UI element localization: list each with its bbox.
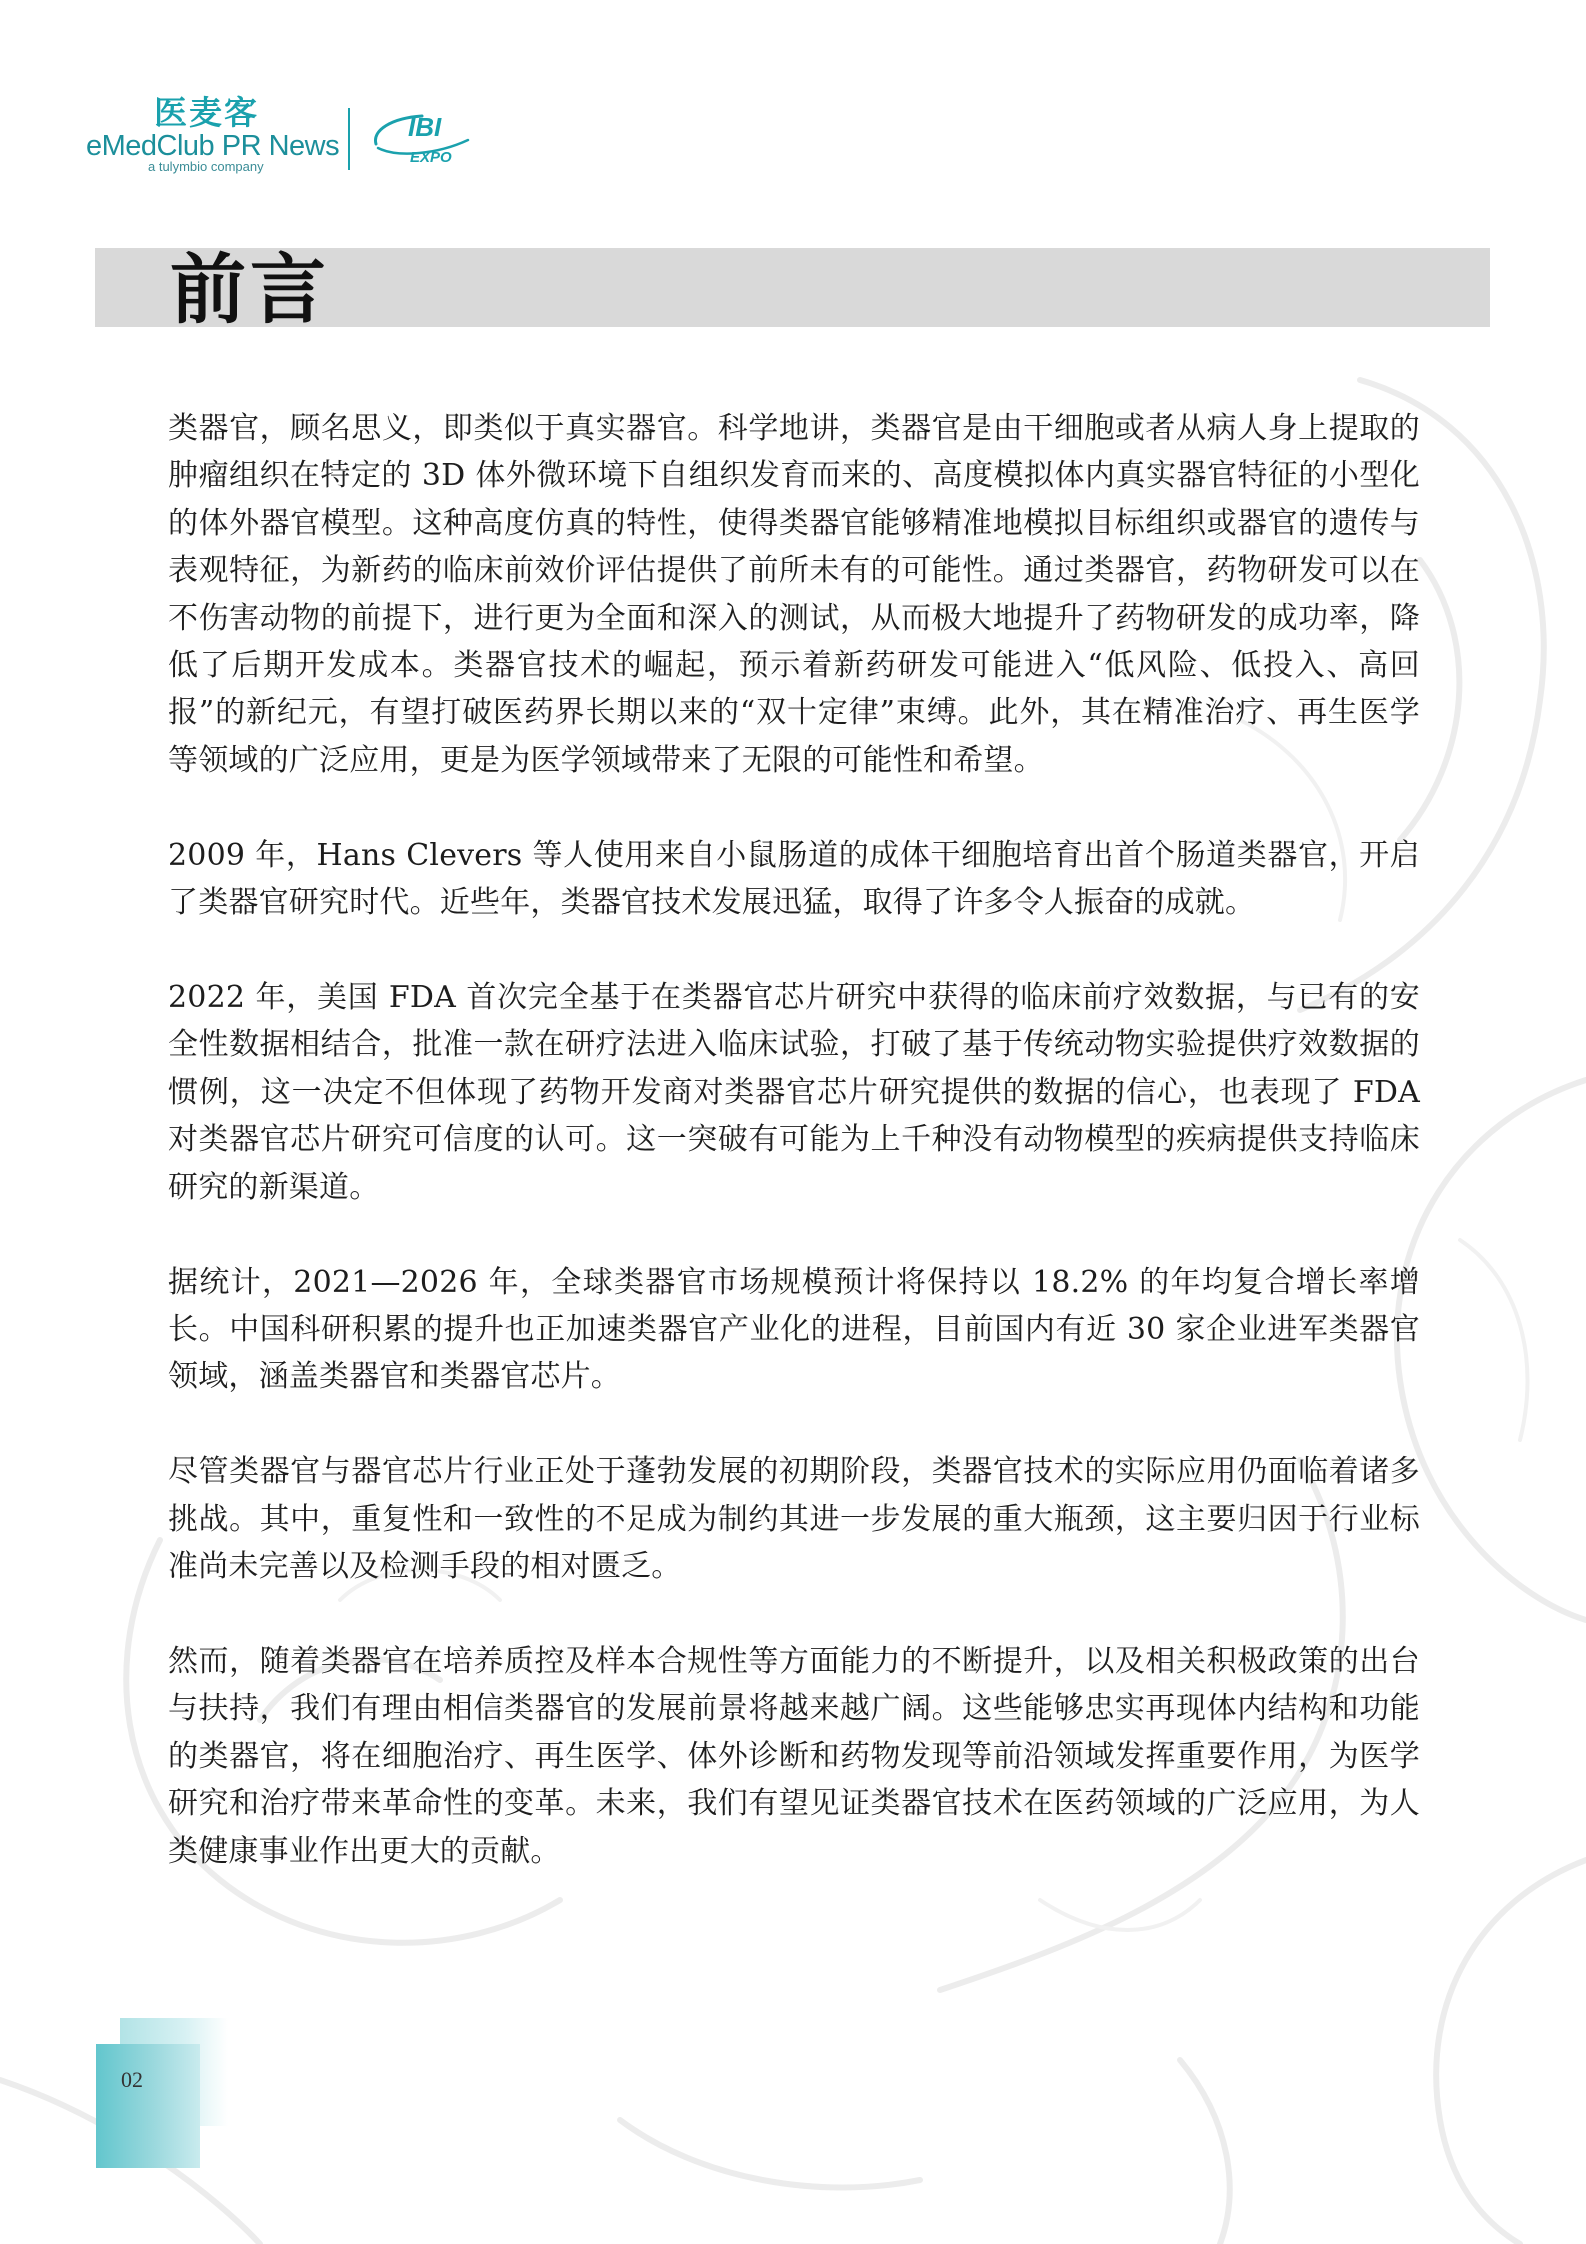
ibi-expo-logo [368, 100, 478, 170]
header [86, 93, 686, 176]
page-block-front-square [96, 2044, 200, 2168]
body-content [168, 405, 1420, 1875]
paragraph: 尽管类器官与器官芯片行业正处于蓬勃发展的初期阶段，类器官技术的实际应用仍面临着诸多挑战。其中，重复性和一致性的不足成为制约其进一步发展的重大瓶颈，这主要归因于行业标准尚未完善以及检测手段的相对匮乏。 [168, 1454, 1420, 1585]
paragraph: 类器官，顾名思义，即类似于真实器官。科学地讲，类器官是由干细胞或者从病人身上提取的肿瘤组织在特定的 3D 体外微环境下自组织发育而来的、高度模拟体内真实器官特征的小型化的体外器官模型。这种高度仿真的特性，使得类器官能够精准地模拟目标组织或器官的遗传与表观特征，为新药的临床前效价评估提供了前所未有的可能性。通过类器官，药物研发可以在不伤害动物的前提下，进行更为全面和深入的测试，从而极大地提升了药物研发的成功率，降低了后期开发成本。类器官技术的崛起，预示着新药研发可能进入“低风险、低投入、高回报”的新纪元，有望打破医药界长期以来的“双十定律”束缚。此外，其在精准治疗、再生医学等领域的广泛应用，更是为医学领域带来了无限的可能性和希望。 [168, 411, 1420, 778]
brand-name-en: eMedClub PR News [86, 130, 340, 162]
paragraph: 然而，随着类器官在培养质控及样本合规性等方面能力的不断提升，以及相关积极政策的出台与扶持，我们有理由相信类器官的发展前景将越来越广阔。这些能够忠实再现体内结构和功能的类器官，将在细胞治疗、再生医学、体外诊断和药物发现等前沿领域发挥重要作用，为医学研究和治疗带来革命性的变革。未来，我们有望见证类器官技术在医药领域的广泛应用，为人类健康事业作出更大的贡献。 [168, 1644, 1420, 1869]
page-title: 前言 [170, 245, 330, 334]
header-divider [348, 108, 350, 170]
expo-logo-text: EXPO [410, 149, 452, 166]
ibi-logo-text: IBI [408, 112, 442, 142]
brand-name-cn: 医麦客 [154, 93, 259, 132]
brand-subtitle: a tulymbio company [148, 159, 264, 174]
paragraph: 2022 年，美国 FDA 首次完全基于在类器官芯片研究中获得的临床前疗效数据，与已有的安全性数据相结合，批准一款在研疗法进入临床试验，打破了基于传统动物实验提供疗效数据的惯例，这一决定不但体现了药物开发商对类器官芯片研究提供的数据的信心，也表现了 FDA 对类器官芯片研究可信度的认可。这一突破有可能为上千种没有动物模型的疾病提供支持临床研究的新渠道。 [168, 980, 1420, 1205]
paragraph: 据统计，2021—2026 年，全球类器官市场规模预计将保持以 18.2% 的年均复合增长率增长。中国科研积累的提升也正加速类器官产业化的进程，目前国内有近 30 家企业进军类器官领域，涵盖类器官和类器官芯片。 [168, 1264, 1420, 1395]
paragraph: 2009 年，Hans Clevers 等人使用来自小鼠肠道的成体干细胞培育出首个肠道类器官，开启了类器官研究时代。近些年，类器官技术发展迅猛，取得了许多令人振奋的成就。 [168, 837, 1420, 921]
page-number: 02 [121, 2067, 143, 2092]
